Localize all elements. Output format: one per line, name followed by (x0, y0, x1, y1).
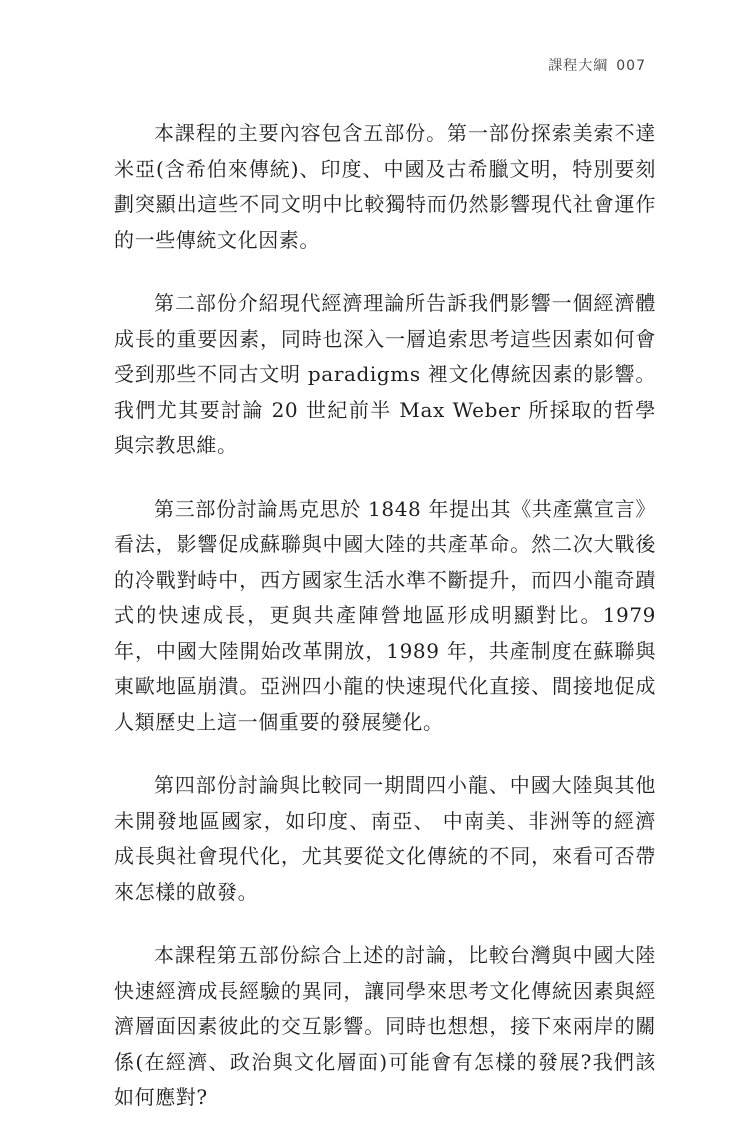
paragraph-1: 本課程的主要內容包含五部份。第一部份探索美索不達米亞(含希伯來傳統)、印度、中國及古希臘文明，特別要刻劃突顯出這些不同文明中比較獨特而仍然影響現代社會運作的一些傳統文化因素。 (114, 121, 656, 252)
paragraph-5: 本課程第五部份綜合上述的討論，比較台灣與中國大陸快速經濟成長經驗的異同，讓同學來思考文化傳統因素與經濟層面因素彼此的交互影響。同時也想想，接下來兩岸的關係(在經濟、政治與文化層面)可能會有怎樣的發展?我們該如何應對? (114, 943, 656, 1109)
paragraph-3: 第三部份討論馬克思於 1848 年提出其《共產黨宣言》看法，影響促成蘇聯與中國大陸的共產革命。然二次大戰後的冷戰對峙中，西方國家生活水準不斷提升，而四小龍奇蹟式的快速成長，更與共產陣營地區形成明顯對比。1979 年，中國大陸開始改革開放，1989 年，共產制度在蘇聯與東歐地區崩潰。亞洲四小龍的快速現代化直接、間接地促成人類歷史上這一個重要的發展變化。 (114, 496, 656, 734)
paragraph-4: 第四部份討論與比較同一期間四小龍、中國大陸與其他未開發地區國家，如印度、南亞、 中南美、非洲等的經濟成長與社會現代化，尤其要從文化傳統的不同，來看可否帶來怎樣的啟發。 (114, 773, 656, 904)
body-text (114, 116, 656, 1144)
paragraph-2: 第二部份介紹現代經濟理論所告訴我們影響一個經濟體成長的重要因素，同時也深入一層追索思考這些因素如何會受到那些不同古文明 paradigms 裡文化傳統因素的影響。我們尤其要討論 20 世紀前半 Max Weber 所採取的哲學與宗教思維。 (114, 291, 656, 457)
section-title: 課程大綱 (548, 58, 609, 74)
running-header (548, 55, 646, 75)
page-number: 007 (616, 58, 646, 74)
